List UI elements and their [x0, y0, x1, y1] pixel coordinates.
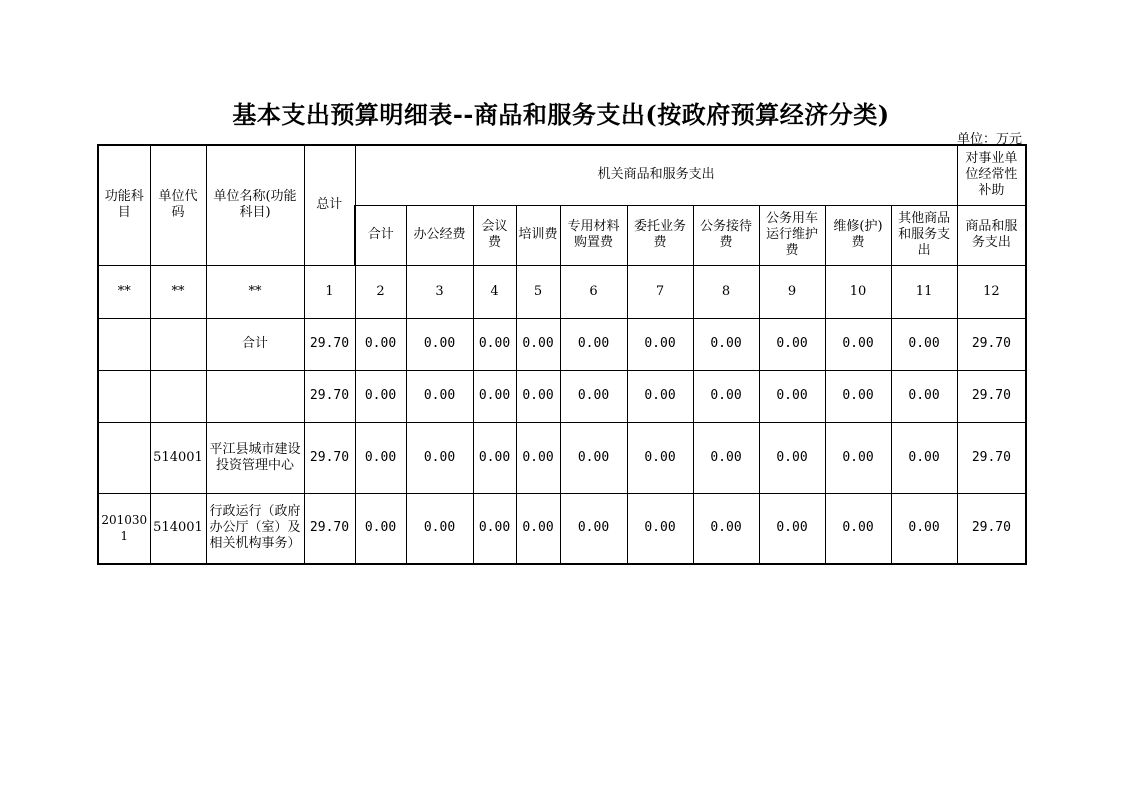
header-unit-name: 单位名称(功能科目) [206, 145, 304, 265]
value-cell: 0.00 [516, 370, 560, 422]
unit-name-cell: 行政运行（政府办公厅（室）及相关机构事务） [206, 493, 304, 564]
value-cell: 0.00 [627, 318, 693, 370]
value-cell: 0.00 [355, 370, 406, 422]
value-cell: 0.00 [627, 493, 693, 564]
subsidy-cell: 29.70 [957, 318, 1026, 370]
value-cell: 0.00 [627, 422, 693, 493]
value-cell: 0.00 [473, 493, 516, 564]
value-cell: 0.00 [560, 318, 627, 370]
unit-name-cell [206, 370, 304, 422]
value-cell: 0.00 [355, 318, 406, 370]
header-col-11: 商品和服务支出 [957, 205, 1026, 265]
table-row [98, 370, 1026, 422]
total-cell: 29.70 [304, 370, 355, 422]
func-code-cell [98, 370, 150, 422]
header-total: 总计 [304, 145, 355, 265]
index-cell: 9 [759, 265, 825, 318]
unit-label: 单位：万元 [956, 132, 1022, 147]
header-col-6: 委托业务费 [627, 205, 693, 265]
value-cell: 0.00 [891, 318, 957, 370]
subsidy-cell: 29.70 [957, 493, 1026, 564]
value-cell: 0.00 [759, 370, 825, 422]
index-cell: 8 [693, 265, 759, 318]
unit-code-cell: 514001 [150, 493, 206, 564]
value-cell: 0.00 [627, 370, 693, 422]
value-cell: 0.00 [473, 422, 516, 493]
total-cell: 29.70 [304, 422, 355, 493]
value-cell: 0.00 [406, 493, 473, 564]
value-cell: 0.00 [891, 493, 957, 564]
subsidy-cell: 29.70 [957, 422, 1026, 493]
unit-code-cell [150, 370, 206, 422]
header-col-4: 培训费 [516, 205, 560, 265]
unit-name-cell: 合计 [206, 318, 304, 370]
subsidy-cell: 29.70 [957, 370, 1026, 422]
value-cell: 0.00 [560, 370, 627, 422]
value-cell: 0.00 [693, 422, 759, 493]
index-cell: 6 [560, 265, 627, 318]
value-cell: 0.00 [473, 370, 516, 422]
value-cell: 0.00 [693, 318, 759, 370]
func-code-cell: 2010301 [98, 493, 150, 564]
value-cell: 0.00 [516, 422, 560, 493]
value-cell: 0.00 [560, 422, 627, 493]
header-row-1 [98, 145, 1026, 205]
value-cell: 0.00 [693, 370, 759, 422]
header-col-9: 维修(护)费 [825, 205, 891, 265]
unit-code-cell [150, 318, 206, 370]
value-cell: 0.00 [759, 318, 825, 370]
value-cell: 0.00 [560, 493, 627, 564]
value-cell: 0.00 [759, 493, 825, 564]
value-cell: 0.00 [355, 493, 406, 564]
value-cell: 0.00 [825, 370, 891, 422]
value-cell: 0.00 [825, 318, 891, 370]
header-func-code: 功能科目 [98, 145, 150, 265]
total-cell: 29.70 [304, 493, 355, 564]
value-cell: 0.00 [825, 422, 891, 493]
header-col-1: 合计 [355, 205, 406, 265]
unit-name-cell: 平江县城市建设投资管理中心 [206, 422, 304, 493]
header-group-subsidy: 对事业单位经常性补助 [957, 145, 1026, 205]
value-cell: 0.00 [406, 318, 473, 370]
table-row [98, 493, 1026, 564]
index-cell: ** [150, 265, 206, 318]
func-code-cell [98, 318, 150, 370]
index-cell: 12 [957, 265, 1026, 318]
budget-table [97, 144, 1027, 565]
index-cell: ** [98, 265, 150, 318]
table-row [98, 318, 1026, 370]
index-cell: 7 [627, 265, 693, 318]
index-cell: 5 [516, 265, 560, 318]
value-cell: 0.00 [825, 493, 891, 564]
value-cell: 0.00 [693, 493, 759, 564]
header-col-2: 办公经费 [406, 205, 473, 265]
value-cell: 0.00 [516, 493, 560, 564]
header-col-10: 其他商品和服务支出 [891, 205, 957, 265]
value-cell: 0.00 [406, 422, 473, 493]
unit-code-cell: 514001 [150, 422, 206, 493]
header-col-3: 会议费 [473, 205, 516, 265]
index-cell: 10 [825, 265, 891, 318]
index-cell: 2 [355, 265, 406, 318]
header-col-7: 公务接待费 [693, 205, 759, 265]
page-title: 基本支出预算明细表--商品和服务支出(按政府预算经济分类) [232, 100, 890, 129]
index-cell: ** [206, 265, 304, 318]
value-cell: 0.00 [473, 318, 516, 370]
header-col-5: 专用材料购置费 [560, 205, 627, 265]
index-cell: 4 [473, 265, 516, 318]
value-cell: 0.00 [759, 422, 825, 493]
total-cell: 29.70 [304, 318, 355, 370]
index-cell: 1 [304, 265, 355, 318]
header-unit-code: 单位代码 [150, 145, 206, 265]
func-code-cell [98, 422, 150, 493]
value-cell: 0.00 [516, 318, 560, 370]
value-cell: 0.00 [891, 370, 957, 422]
table-row [98, 422, 1026, 493]
header-col-8: 公务用车运行维护费 [759, 205, 825, 265]
index-cell: 11 [891, 265, 957, 318]
index-cell: 3 [406, 265, 473, 318]
value-cell: 0.00 [355, 422, 406, 493]
value-cell: 0.00 [891, 422, 957, 493]
index-row [98, 265, 1026, 318]
value-cell: 0.00 [406, 370, 473, 422]
header-group-main: 机关商品和服务支出 [355, 145, 957, 205]
